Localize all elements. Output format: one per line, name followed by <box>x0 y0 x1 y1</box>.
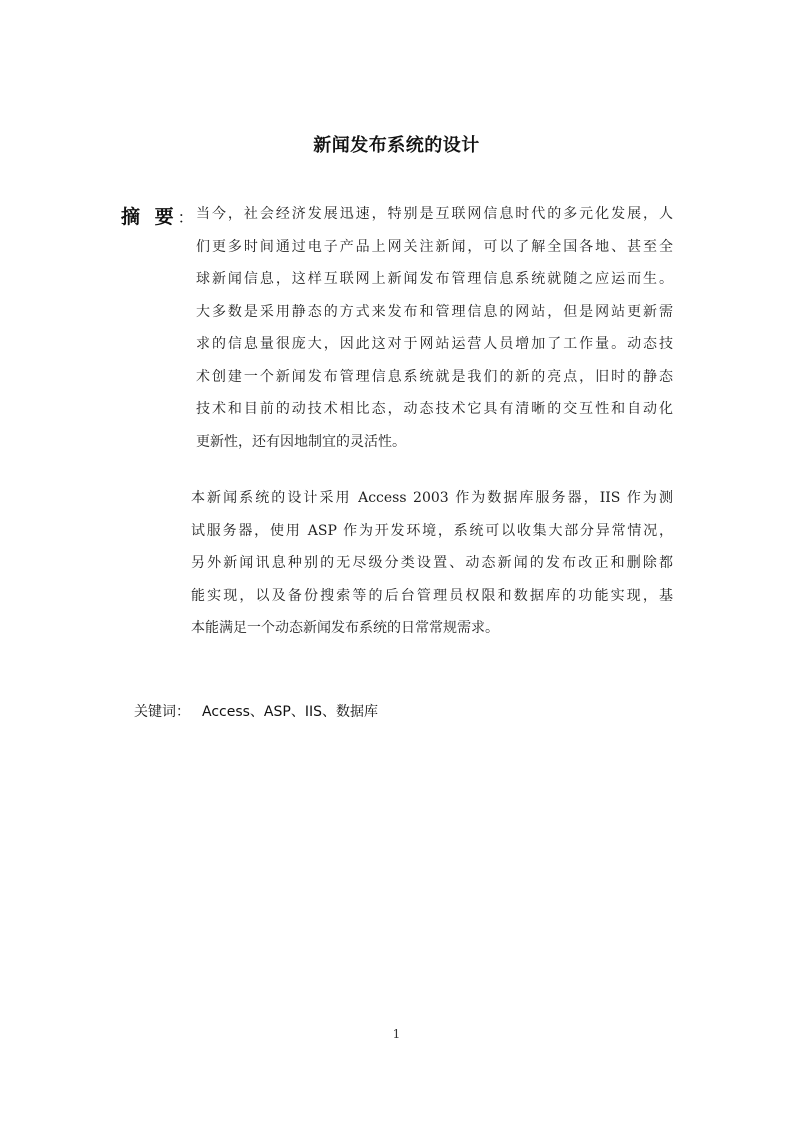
paragraph-line: 们更多时间通过电子产品上网关注新闻，可以了解全国各地、甚至全 <box>196 238 673 255</box>
abstract-paragraph-1 <box>196 198 673 458</box>
paragraph-line: 当今，社会经济发展迅速，特别是互联网信息时代的多元化发展，人 <box>196 206 673 222</box>
paragraph-line: 更新性，还有因地制宜的灵活性。 <box>196 433 406 450</box>
paragraph-line: 另外新闻讯息种别的无尽级分类设置、动态新闻的发布改正和删除都 <box>191 555 673 571</box>
paragraph-line: 球新闻信息，这样互联网上新闻发布管理信息系统就随之应运而生。 <box>196 271 673 287</box>
document-title: 新闻发布系统的设计 <box>313 135 480 156</box>
paragraph-line: 大多数是采用静态的方式来发布和管理信息的网站，但是网站更新需 <box>196 303 673 320</box>
abstract-paragraph-2 <box>191 482 673 645</box>
page-number: 1 <box>392 1027 401 1041</box>
abstract-colon: ： <box>177 208 194 227</box>
abstract-label <box>121 202 194 229</box>
paragraph-line: 本新闻系统的设计采用 Access 2003 作为数据库服务器，IIS 作为测 <box>191 490 673 506</box>
paragraph-line: 试服务器，使用 ASP 作为开发环境，系统可以收集大部分异常情况， <box>191 522 673 539</box>
keywords-value: Access、ASP、IIS、数据库 <box>202 704 378 720</box>
paragraph-line: 求的信息量很庞大，因此这对于网站运营人员增加了工作量。动态技 <box>196 336 673 352</box>
paragraph-line: 本能满足一个动态新闻发布系统的日常常规需求。 <box>191 620 499 636</box>
abstract-label-text: 摘 要 <box>121 206 178 228</box>
keywords <box>134 701 378 721</box>
paragraph-line: 技术和目前的动技术相比态，动态技术它具有清晰的交互性和自动化 <box>196 401 673 417</box>
paragraph-line: 能实现，以及备份搜索等的后台管理员权限和数据库的功能实现，基 <box>191 587 673 604</box>
keywords-label: 关键词： <box>134 704 190 720</box>
paragraph-line: 术创建一个新闻发布管理信息系统就是我们的新的亮点，旧时的静态 <box>196 368 673 385</box>
